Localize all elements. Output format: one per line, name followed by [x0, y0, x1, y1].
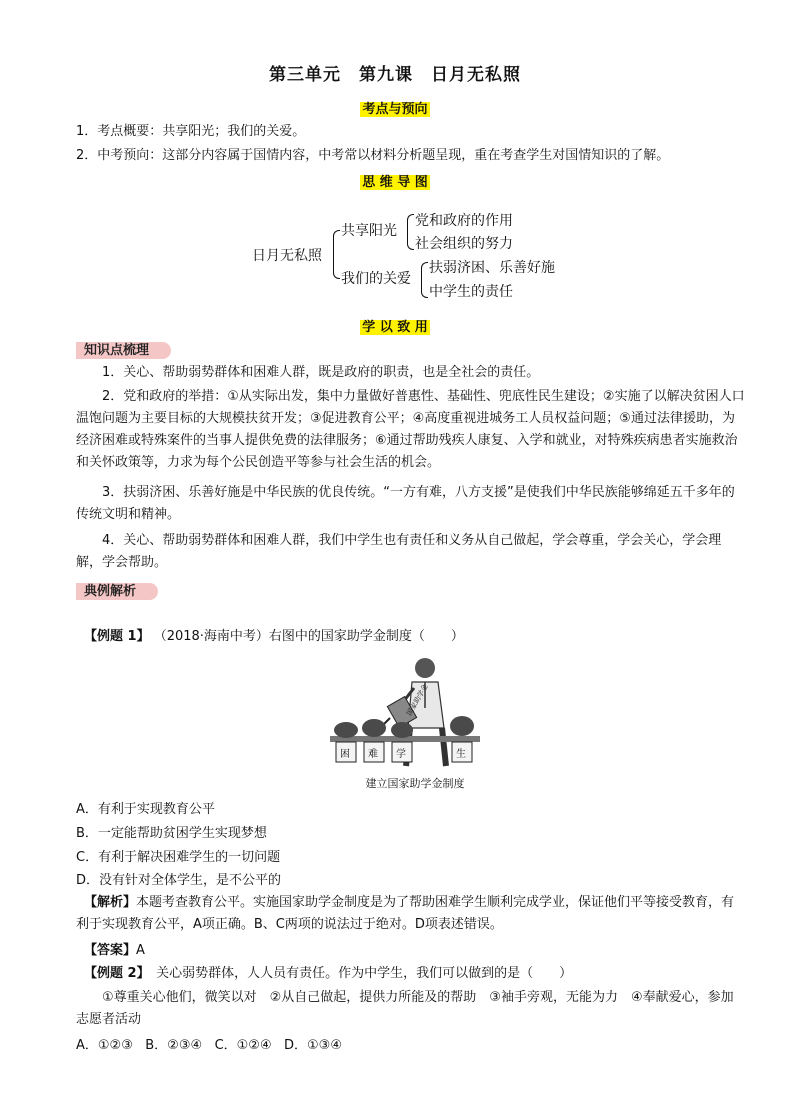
figure-caption: 建立国家助学金制度 [365, 777, 465, 790]
mindmap-leaf: 中学生的责任 [429, 284, 513, 300]
mindmap-leaf: 社会组织的努力 [415, 236, 513, 252]
knowledge-point: 2．党和政府的举措：①从实际出发，集中力量做好普惠性、基础性、兜底性民生建设；②实施了以解决贫困人口温饱问题为主要目标的大规模扶贫开发；③促进教育公平；④高度重视进城务工人员权益问题；⑤通过法律援助，为经济困难或特殊案件的当事人提供免费的法律服务；⑥通过帮助残疾人康复、入学和就业，对特殊疾病患者实施救治和关怀政策等，力求为每个公民创造平等参与社会生活的机会。 [76, 389, 745, 470]
pot-label: 学 [396, 749, 406, 760]
knowledge-point: 1．关心、帮助弱势群体和困难人群，既是政府的职责，也是全社会的责任。 [102, 365, 540, 380]
section-pill-dianli: 典例解析 [76, 580, 158, 599]
mindmap-root: 日月无私照 [252, 248, 322, 264]
pot-label: 生 [456, 749, 466, 760]
section-pill-zhishi: 知识点梳理 [76, 339, 171, 358]
mindmap-brace [407, 214, 414, 250]
mindmap-brace [421, 262, 428, 298]
watering-can-label: 国家助学金 [405, 682, 430, 718]
option-d: D．没有针对全体学生，是不公平的 [76, 873, 282, 888]
example-2-items: ①尊重关心他们，微笑以对 ②从自己做起，提供力所能及的帮助 ③袖手旁观，无能为力 ④奉献爱心，参加志愿者活动 [76, 990, 734, 1027]
option-a: A．有利于实现教育公平 [76, 802, 215, 817]
kaodian-item: 2．中考预向：这部分内容属于国情内容，中考常以材料分析题呈现，重在考查学生对国情知识的了解。 [76, 148, 670, 163]
page-title: 第三单元 第九课 日月无私照 [269, 65, 521, 85]
example-1-answer: 【答案】A [84, 943, 145, 958]
mindmap-leaf: 党和政府的作用 [415, 213, 513, 229]
mindmap-branch: 我们的关爱 [341, 271, 411, 287]
pot-label: 困 [340, 749, 350, 760]
example-2-options: A．①②③ B．②③④ C．①②④ D．①③④ [76, 1038, 342, 1053]
option-c: C．有利于解决困难学生的一切问题 [76, 850, 281, 865]
knowledge-point: 3．扶弱济困、乐善好施是中华民族的优良传统。“一方有难，八方支援”是使我们中华民族能够绵延五千多年的传统文明和精神。 [76, 485, 735, 522]
example-1-analysis: 【解析】本题考查教育公平。实施国家助学金制度是为了帮助困难学生顺利完成学业，保证他们平等接受教育，有利于实现教育公平，A项正确。B、C两项的说法过于绝对。D项表述错误。 [76, 895, 735, 932]
section-heading-xueyi: 学 以 致 用 [362, 320, 428, 335]
example-1-stem: 【例题 1】 （2018·海南中考）右图中的国家助学金制度（ ） [84, 629, 464, 644]
mindmap-branch: 共享阳光 [341, 223, 397, 239]
option-b: B．一定能帮助贫困学生实现梦想 [76, 826, 267, 841]
example-2-stem: 【例题 2】 关心弱势群体，人人员有责任。作为中学生，我们可以做到的是（ ） [84, 966, 573, 981]
knowledge-point: 4．关心、帮助弱势群体和困难人群，我们中学生也有责任和义务从自己做起，学会尊重，学会关心，学会理解，学会帮助。 [76, 533, 722, 570]
section-heading-kaodian: 考点与预向 [362, 102, 428, 117]
pot-label: 难 [368, 749, 378, 760]
mindmap-brace [333, 230, 340, 279]
mindmap-leaf: 扶弱济困、乐善好施 [429, 260, 555, 276]
section-heading-siwei: 思 维 导 图 [362, 175, 428, 190]
kaodian-item: 1．考点概要：共享阳光；我们的关爱。 [76, 124, 306, 139]
